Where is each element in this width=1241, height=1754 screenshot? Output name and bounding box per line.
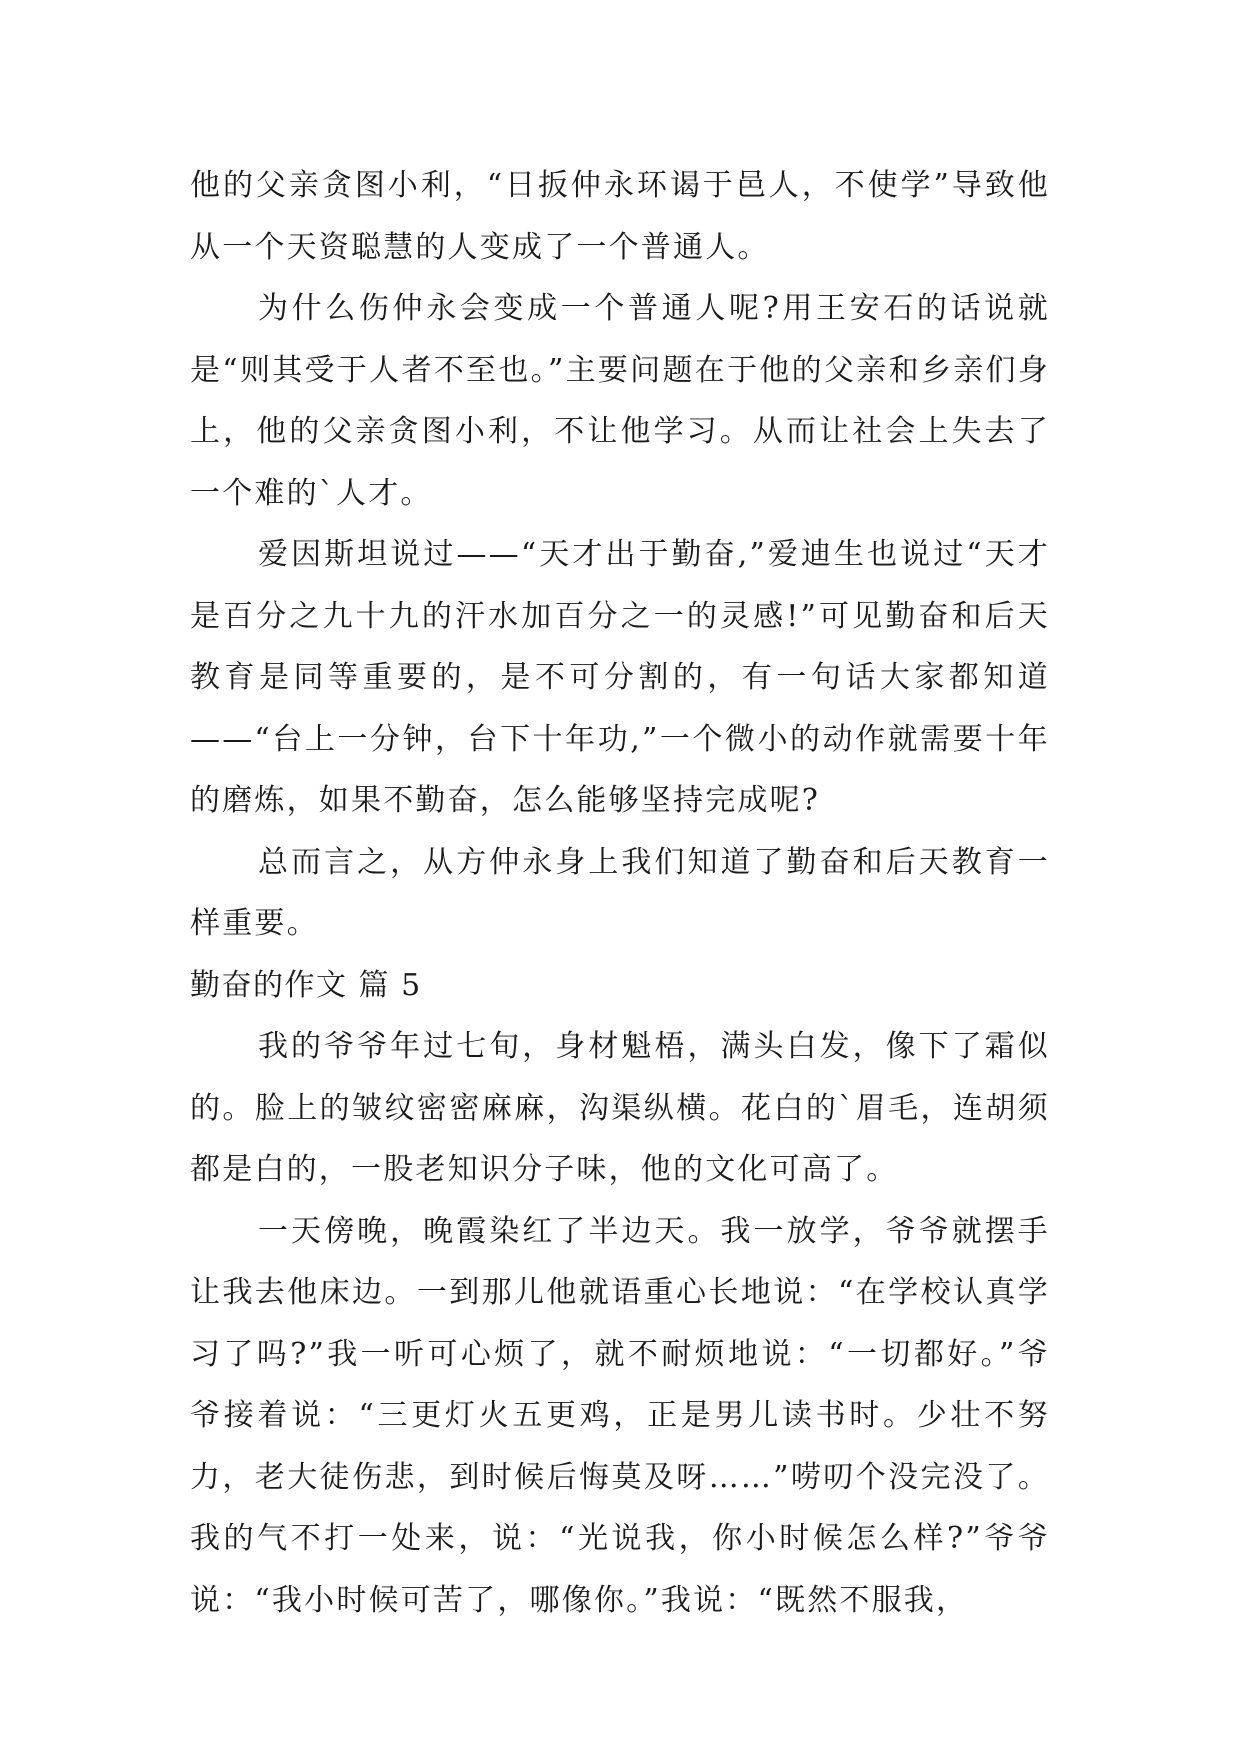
paragraph-6: 一天傍晚，晚霞染红了半边天。我一放学，爷爷就摆手让我去他床边。一到那儿他就语重心长地说：“在学校认真学习了吗?”我一听可心烦了，就不耐烦地说：“一切都好。”爷爷接着说：“三更灯火五更鸡，正是男儿读书时。少壮不努力，老大徒伤悲，到时候后悔莫及呀……”唠叨个没完没了。我的气不打一处来，说：“光说我，你小时候怎么样?”爷爷说：“我小时候可苦了，哪像你。”我说：“既然不服我， — [190, 1213, 1050, 1618]
paragraph-2: 为什么伤仲永会变成一个普通人呢?用王安石的话说就是“则其受于人者不至也。”主要问题在于他的父亲和乡亲们身上，他的父亲贪图小利，不让他学习。从而让社会上失去了一个难的`人才。 — [190, 291, 1050, 511]
paragraph-5: 我的爷爷年过七旬，身材魁梧，满头白发，像下了霜似的。脸上的皱纹密密麻麻，沟渠纵横。花白的`眉毛，连胡须都是白的，一股老知识分子味，他的文化可高了。 — [190, 1029, 1050, 1187]
paragraph-1: 他的父亲贪图小利，“日扳仲永环谒于邑人，不使学”导致他从一个天资聪慧的人变成了一个普通人。 — [190, 168, 1050, 265]
document-body — [190, 155, 1050, 1631]
paragraph-4: 总而言之，从方仲永身上我们知道了勤奋和后天教育一样重要。 — [190, 844, 1050, 941]
section-heading: 勤奋的作文 篇 5 — [190, 967, 422, 1003]
paragraph-3: 爱因斯坦说过——“天才出于勤奋,”爱迪生也说过“天才是百分之九十九的汗水加百分之一的灵感!”可见勤奋和后天教育是同等重要的，是不可分割的，有一句话大家都知道——“台上一分钟，台下十年功,”一个微小的动作就需要十年的磨炼，如果不勤奋，怎么能够坚持完成呢? — [190, 537, 1050, 818]
